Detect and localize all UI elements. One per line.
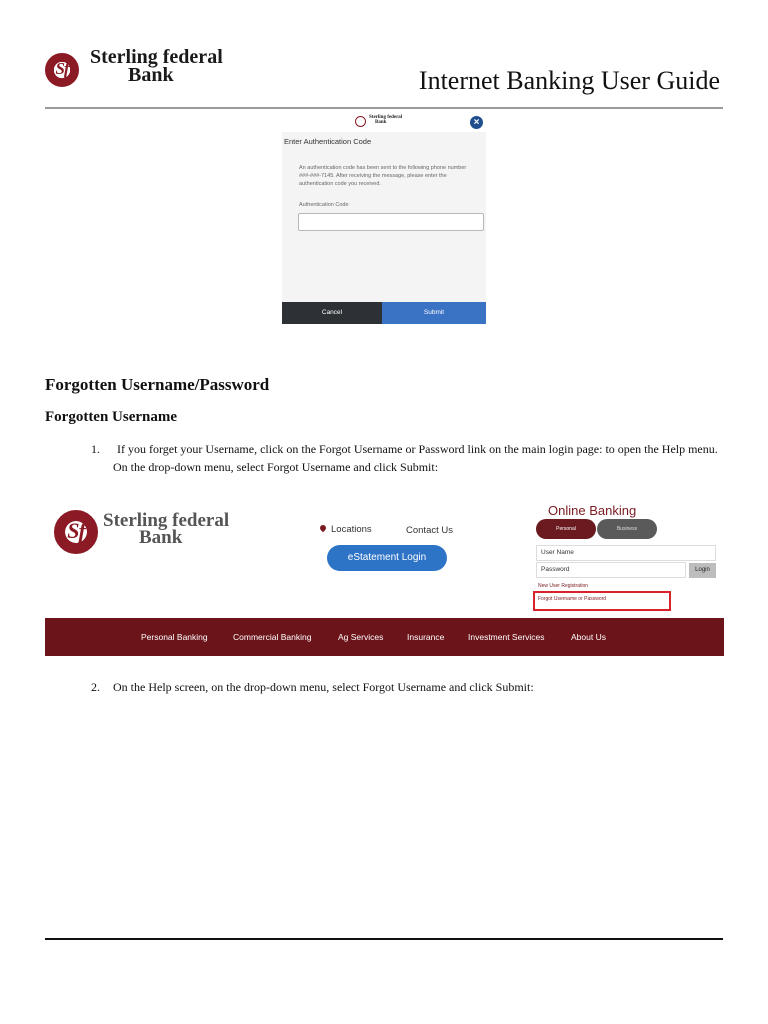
dialog-heading: Enter Authentication Code bbox=[284, 137, 372, 146]
website-logo-wordmark: Sterling federal Bank bbox=[103, 510, 230, 548]
logo-line-1: Sterling federal bbox=[90, 46, 223, 68]
submit-button[interactable]: Submit bbox=[382, 302, 486, 324]
dialog-logo-seal bbox=[355, 116, 366, 127]
location-pin-icon bbox=[319, 524, 327, 532]
auth-code-input[interactable] bbox=[298, 213, 484, 231]
password-input[interactable]: Password bbox=[536, 562, 686, 578]
dialog-message: An authentication code has been sent to the following phone number ###-###-7145. After receiving the message, please enter the authentication code you received. bbox=[299, 165, 467, 187]
main-nav-bar bbox=[45, 618, 724, 656]
nav-about-us[interactable]: About Us bbox=[571, 632, 606, 642]
section-subtitle: Forgotten Username bbox=[45, 409, 178, 425]
nav-investment-services[interactable]: Investment Services bbox=[468, 632, 545, 642]
header-divider bbox=[45, 107, 723, 109]
close-icon[interactable]: × bbox=[470, 116, 483, 129]
auth-code-label: Authentication Code bbox=[299, 202, 349, 208]
nav-ag-services[interactable]: Ag Services bbox=[338, 632, 384, 642]
new-user-registration-link[interactable]: New User Registration bbox=[538, 583, 589, 589]
footer-divider bbox=[45, 938, 723, 940]
logo-line-2: Bank bbox=[128, 64, 174, 86]
nav-commercial-banking[interactable]: Commercial Banking bbox=[233, 632, 312, 642]
step-1-number: 1. bbox=[91, 442, 100, 456]
estatement-login-button[interactable]: eStatement Login bbox=[327, 545, 447, 571]
forgot-username-password-link[interactable]: Forgot Username or Password bbox=[538, 596, 607, 602]
bank-logo-seal: Sf bbox=[45, 53, 79, 87]
cancel-button[interactable]: Cancel bbox=[282, 302, 382, 324]
locations-link[interactable]: Locations bbox=[320, 524, 372, 535]
page-title: Internet Banking User Guide bbox=[418, 66, 720, 95]
tab-personal[interactable]: Personal bbox=[536, 519, 596, 539]
dialog-logo-wordmark: Sterling federal Bank bbox=[369, 115, 403, 125]
step-2-text: On the Help screen, on the drop-down menu, select Forgot Username and click Submit: bbox=[113, 680, 534, 694]
online-banking-title: Online Banking bbox=[548, 503, 637, 518]
nav-personal-banking[interactable]: Personal Banking bbox=[141, 632, 208, 642]
username-input[interactable]: User Name bbox=[536, 545, 716, 561]
contact-us-link[interactable]: Contact Us bbox=[406, 525, 453, 536]
nav-insurance[interactable]: Insurance bbox=[407, 632, 445, 642]
section-title: Forgotten Username/Password bbox=[45, 375, 270, 394]
auth-code-dialog bbox=[282, 112, 486, 324]
login-button[interactable]: Login bbox=[689, 563, 716, 578]
tab-business[interactable]: Business bbox=[597, 519, 657, 539]
bank-logo-wordmark bbox=[90, 48, 223, 84]
step-2-number: 2. bbox=[91, 680, 100, 694]
step-1-text: If you forget your Username, click on the Forgot Username or Password link on the main login page: to open the Help menu. On the drop-down menu, select Forgot Username and click Submit: bbox=[113, 442, 718, 474]
website-logo-seal: Sf bbox=[54, 510, 98, 554]
